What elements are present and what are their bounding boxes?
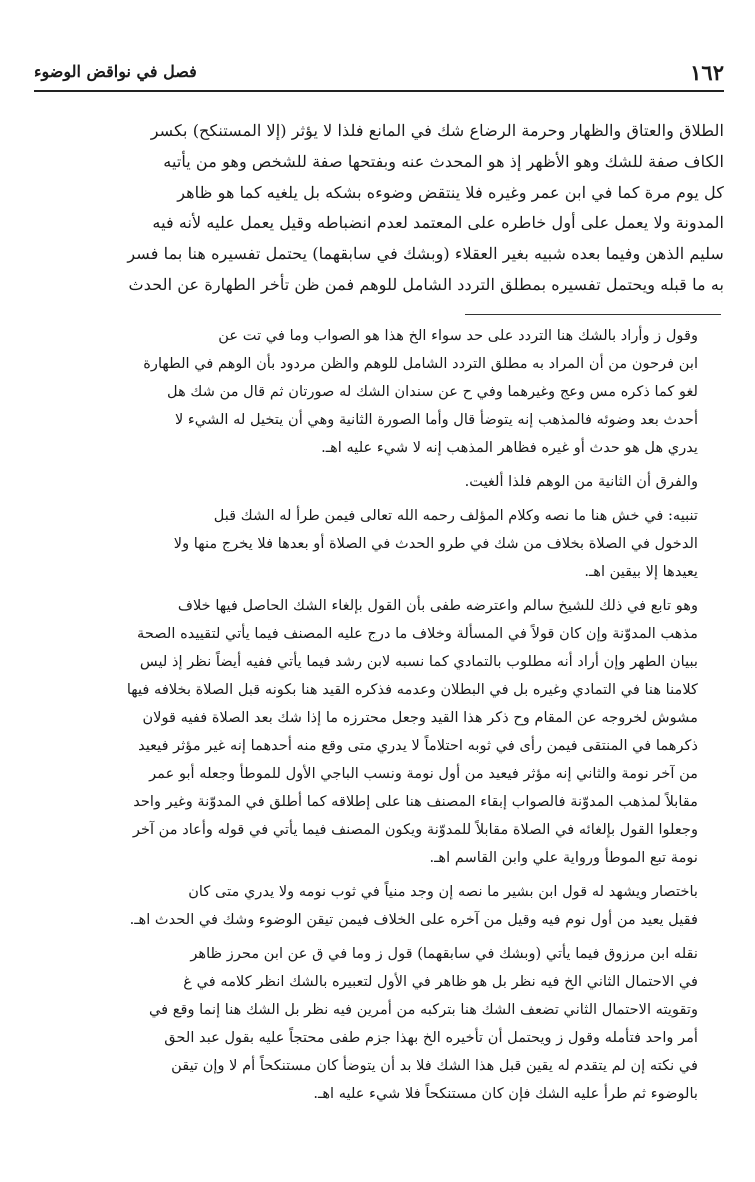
footnote-line: كلامنا هنا في التمادي وغيره بل في البطلان وعدمه فذكره القيد هنا بكونه قبل الصلاة بخلافه فيها [126,681,698,698]
footnote-line: مذهب المدوّنة وإن كان قولاً في المسألة وخلاف ما درج عليه المصنف فيما يأتي لتقييده الصحة [137,625,698,642]
footnote-line: وقول ز وأراد بالشك هنا التردد على حد سواء الخ هذا هو الصواب وما في تت عن [218,327,698,344]
footnote-line: تنبيه: في خش هنا ما نصه وكلام المؤلف رحمه الله تعالى فيمن طرأ له الشك قبل [213,507,698,524]
footnote-paragraph [34,878,724,934]
footnote-line: وهو تابع في ذلك للشيخ سالم واعترضه طفى بأن القول بإلغاء الشك الحاصل فيها خلاف [177,597,698,614]
main-line: المدونة ولا يعمل على أول خاطره على المعتمد لعدم انضباطه وقيل يعمل عليه لأنه فيه [152,213,724,233]
main-line: الطلاق والعتاق والظهار وحرمة الرضاع شك في المانع فلذا لا يؤثر (إلا المستنكح) بكسر [150,121,724,140]
footnote-line: مشوش لخروجه عن المقام وح ذكر هذا القيد وجعل محترزه ما إذا شك بعد الصلاة ففيه قولان [142,709,698,726]
footnote-line: ابن فرحون من أن المراد به مطلق التردد الشامل للوهم والظن مردود بأن الوهم في الطهارة [143,355,698,372]
footnote-line: فقيل يعيد من أول نوم فيه وقيل من آخره على الخلاف فيمن تيقن الوضوء وشك في الحدث اهـ. [129,911,698,928]
footnote-line: يعيدها إلا بيقين اهـ. [584,563,698,580]
page-number: ١٦٢ [690,60,724,85]
footnotes [34,322,724,1114]
footnote-line: وتقويته الاحتمال الثاني تضعف الشك هنا بتركبه من أمرين فيه نظر بل الشك هنا إنما وقع في [148,1001,698,1018]
footnote-divider [465,314,721,315]
footnote-line: وجعلوا القول بإلغائه في الصلاة مقابلاً للمدوّنة ويكون المصنف فيما يأتي في قوله وأعاد من آخر [132,821,698,838]
main-line: به ما قبله ويحتمل تفسيره بمطلق التردد الشامل للوهم فمن ظن تأخر الطهارة عن الحدث [128,274,724,294]
footnote-line: مقابلاً لمذهب المدوّنة فالصواب إبقاء المصنف هنا على إطلاقه كما أطلق في المدوّنة وغير واحد [133,793,698,810]
footnote-line: باختصار ويشهد له قول ابن بشير ما نصه إن وجد منياً في ثوب نومه ولا يدري متى كان [188,883,698,900]
footnote-line: نقله ابن مرزوق فيما يأتي (وبشك في سابقهما) قول ز وما في ق عن ابن محرز ظاهر [190,945,698,962]
chapter-title: فصل في نواقض الوضوء [34,62,197,81]
footnote-line: يدري هل هو حدث أو غيره فظاهر المذهب إنه لا شيء عليه اهـ. [321,439,698,456]
footnote-line: أحدث بعد وضوئه فالمذهب إنه يتوضأ قال وأما الصورة الثانية وهي أن يتخيل له الشيء لا [174,411,698,428]
footnote-paragraph [34,592,724,872]
page-header [34,58,724,92]
footnote-paragraph [34,322,724,462]
footnote-line: ببيان الطهر وإن أراد أنه مطلوب بالتمادي كما نسبه لابن رشد فيما يأتي ففيه أيضاً نظر إذ ليس [139,653,698,670]
footnote-line: في نكته إن لم يتقدم له يقين قبل هذا الشك فلا بد أن يتوضأ كان مستنكحاً أم لا وإن تيقن [171,1057,698,1074]
main-line: الكاف صفة للشك وهو الأظهر إذ هو المحدث عنه وبفتحها صفة للشخص وهو من يأتيه [163,151,724,171]
footnote-line: من آخر نومة والثاني إنه مؤثر فيعيد من أول نومة ونسب الباجي الأول للموطأ وجعله أبو عمر [149,765,698,782]
footnote-line: لغو كما ذكره مس وعج وغيرهما وفي ح عن سندان الشك له صورتان ثم قال من شك هل [167,383,698,400]
main-text [34,116,724,301]
footnote-paragraph [34,468,724,496]
main-line: سليم الذهن وفيما بعده شبيه بغير العقلاء (وبشك في سابقهما) يحتمل تفسيره هنا بما فسر [127,244,724,264]
footnote-line: الدخول في الصلاة بخلاف من شك في طرو الحدث في الصلاة أو بعدها فلا يخرج منها ولا [173,535,698,552]
footnote-paragraph [34,502,724,586]
footnote-line: والفرق أن الثانية من الوهم فلذا ألغيت. [464,473,698,490]
footnote-line: في الاحتمال الثاني الخ فيه نظر بل هو ظاهر في الأول لتعبيره بالشك انظر كلامه في غ [183,973,698,990]
footnote-paragraph [34,940,724,1108]
footnote-line: أمر واحد فتأمله وقول ز ويحتمل أن تأخيره الخ بهذا جزم طفى محتجاً عليه بقول عبد الحق [164,1029,698,1046]
footnote-line: بالوضوء ثم طرأ عليه الشك فإن كان مستنكحاً فلا شيء عليه اهـ. [313,1085,698,1102]
footnote-line: نومة تبع الموطأ ورواية علي وابن القاسم اهـ. [429,849,698,866]
main-line: كل يوم مرة كما في ابن عمر وغيره فلا ينتقض وضوءه بشكه بل يلغيه كما هو ظاهر [177,182,724,202]
footnote-line: ذكرهما في المنتقى فيمن رأى في ثوبه احتلاماً لا يدري متى وقع منه أحدهما إنه غير مؤثر فيعيد [138,737,698,754]
